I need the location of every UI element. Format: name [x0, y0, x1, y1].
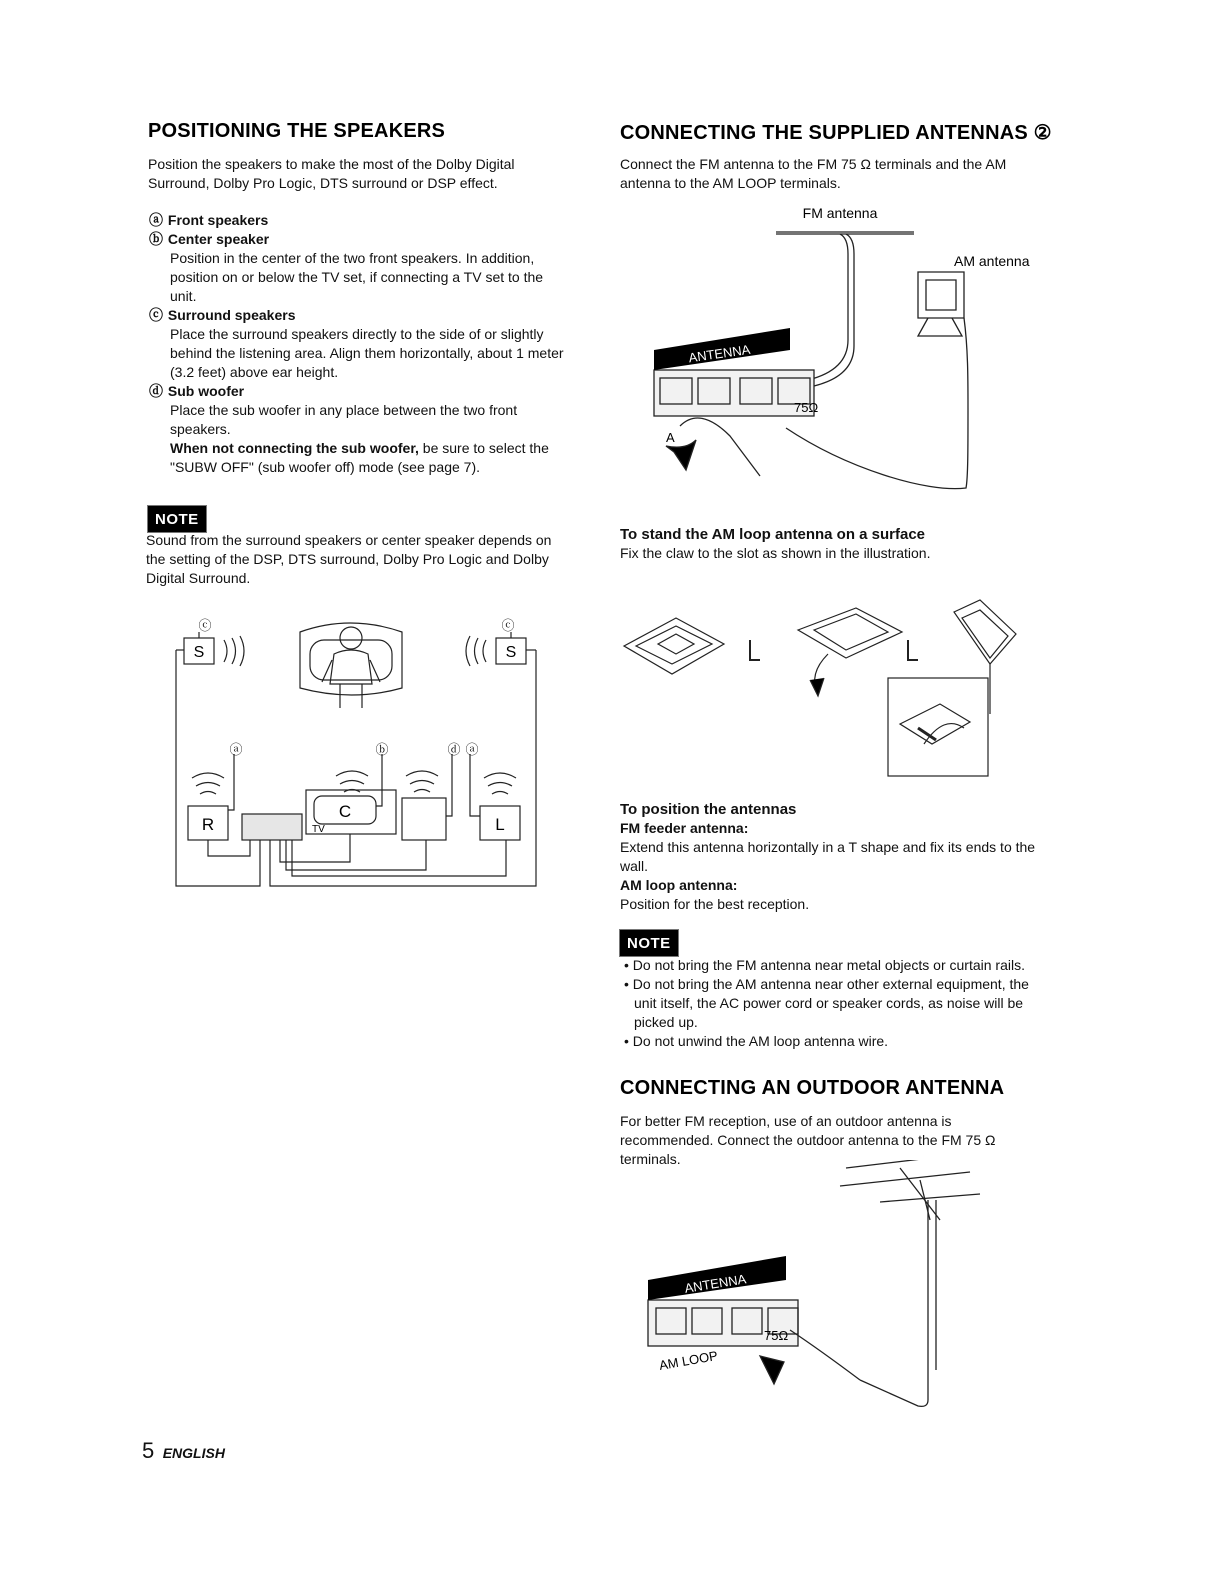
am-loop-text: Position for the best reception.	[620, 896, 810, 912]
tv-label: TV	[312, 824, 325, 835]
positioning-intro: Position the speakers to make the most of the Dolby Digital Surround, Dolby Pro Logic, DTS surround or DSP effect.	[148, 156, 515, 191]
outdoor-terminal-label: 75Ω	[764, 1328, 789, 1343]
listener-head	[340, 627, 362, 649]
antenna-connection-diagram	[640, 200, 1040, 500]
subwoofer-warning-bold: When not connecting the sub woofer,	[170, 440, 419, 456]
note-badge-left	[148, 506, 206, 532]
section-heading-supplied-antennas: CONNECTING THE SUPPLIED ANTENNAS ②	[620, 122, 1052, 144]
marker-b: ⓑ	[149, 231, 163, 247]
note-label-right: NOTE	[620, 930, 678, 956]
center-speaker-body: Position in the center of the two front speakers. In addition, position on or below the TV set, if connecting a TV set to the unit.	[170, 250, 544, 304]
speaker-layout-diagram	[170, 610, 542, 894]
marker-b-diagram: ⓑ	[375, 742, 389, 757]
front-right-label: R	[201, 815, 215, 834]
am-loop-stand-diagram	[618, 594, 1038, 784]
position-antennas-section	[620, 800, 1044, 914]
outdoor-panel-label: ANTENNA	[683, 1271, 748, 1296]
front-speakers-title: Front speakers	[167, 212, 269, 228]
outdoor-am-loop-label: AM LOOP	[657, 1347, 719, 1373]
fm-feeder-text: Extend this antenna horizontally in a T shape and fix its ends to the wall.	[620, 839, 1036, 874]
list-item-surround	[148, 306, 568, 325]
section-heading-positioning: POSITIONING THE SPEAKERS	[148, 120, 446, 142]
speaker-list	[148, 211, 568, 477]
subwoofer-warning-rest: be sure to select the "SUBW OFF" (sub woofer off) mode (see page 7).	[170, 440, 549, 475]
marker-a2-diagram: ⓐ	[465, 742, 479, 757]
marker-a: ⓐ	[149, 212, 163, 228]
surround-label-right: S	[505, 644, 517, 661]
marker-d-diagram: ⓓ	[447, 742, 461, 757]
note-text-left: Sound from the surround speakers or center speaker depends on the setting of the DSP, DTS surround, Dolby Pro Logic and Dolby Digital Surround.	[146, 532, 552, 586]
sub-woofer-body: Place the sub woofer in any place between the two front speakers.	[170, 402, 518, 437]
antenna-note-list	[620, 956, 1044, 1051]
terminal-75-label: 75Ω	[794, 400, 819, 415]
fm-antenna-label: FM antenna	[802, 205, 878, 221]
note-label: NOTE	[148, 506, 206, 532]
stand-text: Fix the claw to the slot as shown in the illustration.	[620, 545, 931, 561]
fm-feeder-heading: FM feeder antenna:	[620, 820, 749, 836]
antenna-panel-label: ANTENNA	[687, 341, 752, 366]
outdoor-mast-cable	[860, 1200, 928, 1406]
marker-c-left: ⓒ	[198, 618, 212, 633]
list-item-center	[148, 230, 568, 249]
stand-am-loop-section	[620, 525, 1044, 563]
claw-detail-box	[888, 678, 988, 776]
position-heading: To position the antennas	[620, 801, 797, 818]
list-item-subwoofer	[148, 382, 568, 401]
wire-left-surround	[176, 650, 260, 886]
am-fragment-label: A	[666, 430, 675, 445]
marker-d: ⓓ	[149, 383, 163, 399]
outdoor-antenna-text: For better FM reception, use of an outdoor antenna is recommended. Connect the outdoor antenna to the FM 75 Ω terminals.	[620, 1113, 996, 1167]
antenna-panel	[654, 370, 814, 416]
am-loop-heading: AM loop antenna:	[620, 877, 738, 893]
note-badge-right	[620, 930, 678, 956]
loop-standing	[954, 600, 1016, 664]
page-footer	[142, 1438, 225, 1464]
note-bullet-3: • Do not unwind the AM loop antenna wire.	[624, 1033, 889, 1049]
marker-a-diagram: ⓐ	[229, 742, 243, 757]
outdoor-antenna-diagram	[640, 1160, 1000, 1410]
sub-woofer-title: Sub woofer	[167, 383, 245, 399]
marker-c: ⓒ	[149, 307, 163, 323]
stand-heading: To stand the AM loop antenna on a surface	[620, 526, 926, 543]
language-label: ENGLISH	[162, 1445, 225, 1461]
fm-feeder-wire	[770, 234, 848, 388]
center-speaker-title: Center speaker	[167, 231, 270, 247]
surround-speakers-title: Surround speakers	[167, 307, 296, 323]
subwoofer-warning	[148, 439, 568, 477]
note-bullet-2: • Do not bring the AM antenna near other external equipment, the unit itself, the AC power cord or speaker cords, as noise will be picked up.	[624, 976, 1029, 1030]
sub-woofer	[402, 798, 446, 840]
center-label: C	[338, 802, 352, 821]
main-unit	[242, 814, 302, 840]
section-heading-outdoor-antenna: CONNECTING AN OUTDOOR ANTENNA	[620, 1077, 1005, 1099]
supplied-antennas-intro: Connect the FM antenna to the FM 75 Ω terminals and the AM antenna to the AM LOOP terminals.	[620, 156, 1007, 191]
page-number: 5	[142, 1438, 155, 1463]
wire-right-surround	[270, 650, 536, 886]
surround-label-left: S	[193, 644, 205, 661]
marker-c-right: ⓒ	[501, 618, 515, 633]
list-item-front	[148, 211, 568, 230]
am-antenna-label: AM antenna	[954, 253, 1030, 269]
note-bullet-1: • Do not bring the FM antenna near metal objects or curtain rails.	[624, 957, 1025, 973]
surround-speakers-body: Place the surround speakers directly to the side of or slightly behind the listening area. Align them horizontally, about 1 meter (3.2 feet) above ear height.	[170, 326, 564, 380]
front-left-label: L	[495, 815, 505, 834]
am-loop-frame	[918, 272, 964, 318]
